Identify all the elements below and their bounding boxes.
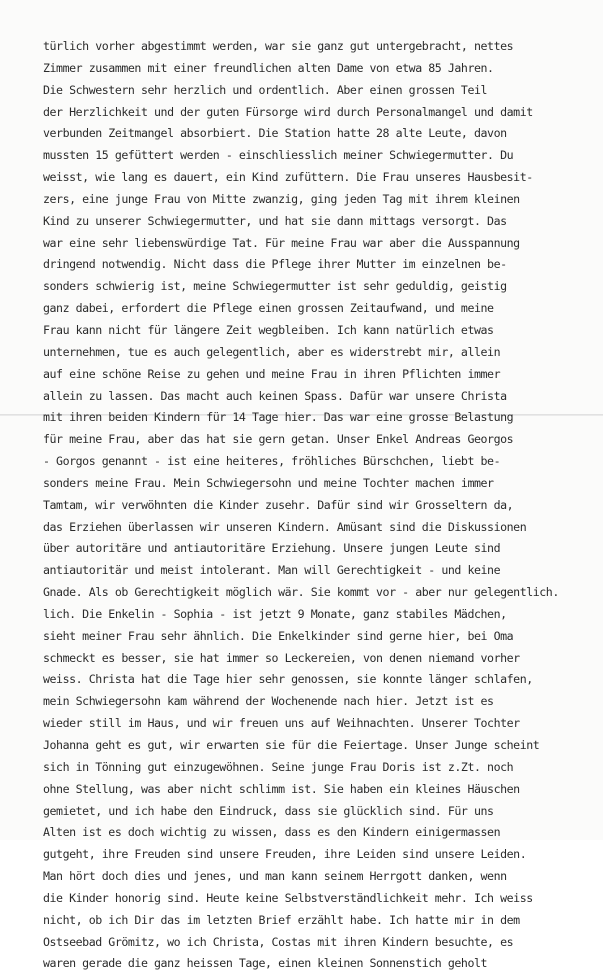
letter-line: zers, eine junge Frau von Mitte zwanzig, ging jeden Tag mit ihrem kleinen (43, 191, 520, 206)
letter-line: unternehmen, tue es auch gelegentlich, aber es widerstrebt mir, allein (43, 344, 501, 359)
letter-line: ohne Stellung, was aber nicht schlimm ist. Sie haben ein kleines Häuschen (43, 781, 520, 796)
letter-line: sich in Tönning gut einzugewöhnen. Seine junge Frau Doris ist z.Zt. noch (43, 759, 514, 774)
letter-line: Ostseebad Grömitz, wo ich Christa, Costas mit ihren Kindern besuchte, es (43, 934, 514, 949)
letter-line: sieht meiner Frau sehr ähnlich. Die Enkelkinder sind gerne hier, bei Oma (43, 628, 514, 643)
letter-line: gemietet, und ich habe den Eindruck, dass sie glücklich sind. Für uns (43, 803, 494, 818)
letter-line: antiautoritär und meist intolerant. Man will Gerechtigkeit - und keine (43, 563, 501, 578)
letter-line: Kind zu unserer Schwiegermutter, und hat sie dann mittags versorgt. Das (43, 213, 507, 228)
letter-line: - Gorgos genannt - ist eine heiteres, fröhliches Bürschchen, liebt be- (43, 454, 501, 469)
letter-line: waren gerade die ganz heissen Tage, einen kleinen Sonnenstich geholt (43, 956, 488, 971)
letter-line: Die Schwestern sehr herzlich und ordentlich. Aber einen grossen Teil (43, 82, 488, 97)
letter-line: türlich vorher abgestimmt werden, war sie ganz gut untergebracht, nettes (43, 39, 514, 53)
letter-line: Man hört doch dies und jenes, und man kann seinem Herrgott danken, wenn (43, 869, 507, 884)
letter-line: ganz dabei, erfordert die Pflege einen grossen Zeitaufwand, und meine (43, 301, 494, 316)
letter-line: mussten 15 gefüttert werden - einschliesslich meiner Schwiegermutter. Du (43, 148, 514, 163)
letter-line: weiss. Christa hat die Tage hier sehr genossen, sie konnte länger schlafen, (43, 672, 533, 687)
letter-line: gutgeht, ihre Freuden sind unsere Freuden, ihre Leiden sind unsere Leiden. (43, 847, 527, 862)
letter-line: war eine sehr liebenswürdige Tat. Für meine Frau war aber die Ausspannung (43, 235, 520, 250)
letter-line: mit ihren beiden Kindern für 14 Tage hier. Das war eine grosse Belastung (43, 410, 514, 425)
letter-line: weisst, wie lang es dauert, ein Kind zufüttern. Die Frau unseres Hausbesit- (43, 170, 533, 185)
letter-line: wieder still im Haus, und wir freuen uns auf Weihnachten. Unserer Tochter (43, 716, 520, 731)
letter-line: die Kinder honorig sind. Heute keine Selbstverständlichkeit mehr. Ich weiss (43, 890, 533, 905)
letter-line: sonders schwierig ist, meine Schwiegermutter ist sehr geduldig, geistig (43, 279, 507, 294)
letter-line: verbunden Zeitmangel absorbiert. Die Station hatte 28 alte Leute, davon (43, 126, 507, 141)
letter-line: über autoritäre und antiautoritäre Erziehung. Unsere jungen Leute sind (43, 541, 501, 556)
letter-line: der Herzlichkeit und der guten Fürsorge wird durch Personalmangel und damit (43, 104, 533, 119)
letter-line: Gnade. Als ob Gerechtigkeit möglich wär. Sie kommt vor - aber nur gelegentlich. (43, 585, 559, 600)
letter-line: Alten ist es doch wichtig zu wissen, dass es den Kindern einigermassen (43, 825, 501, 840)
letter-line: Tamtam, wir verwöhnten die Kinder zusehr. Dafür sind wir Grosseltern da, (43, 497, 514, 512)
letter-line: dringend notwendig. Nicht dass die Pflege ihrer Mutter im einzelnen be- (43, 257, 507, 272)
letter-line: Frau kann nicht für längere Zeit wegbleiben. Ich kann natürlich etwas (43, 322, 494, 337)
letter-body (43, 36, 563, 975)
letter-line: auf eine schöne Reise zu gehen und meine Frau in ihren Pflichten immer (43, 366, 501, 381)
letter-line: schmeckt es besser, sie hat immer so Leckereien, von denen niemand vorher (43, 650, 520, 665)
letter-line: lich. Die Enkelin - Sophia - ist jetzt 9 Monate, ganz stabiles Mädchen, (43, 606, 507, 621)
letter-line: nicht, ob ich Dir das im letzten Brief erzählt habe. Ich hatte mir in dem (43, 912, 520, 927)
letter-line: Zimmer zusammen mit einer freundlichen alten Dame von etwa 85 Jahren. (43, 60, 494, 75)
letter-line: für meine Frau, aber das hat sie gern getan. Unser Enkel Andreas Georgos (43, 432, 514, 447)
letter-line: das Erziehen überlassen wir unseren Kindern. Amüsant sind die Diskussionen (43, 519, 527, 534)
letter-line: mein Schwiegersohn kam während der Wochenende nach hier. Jetzt ist es (43, 694, 494, 709)
letter-line: Johanna geht es gut, wir erwarten sie für die Feiertage. Unser Junge scheint (43, 738, 540, 752)
letter-line: sonders meine Frau. Mein Schwiegersohn und meine Tochter machen immer (43, 475, 494, 490)
letter-line: allein zu lassen. Das macht auch keinen Spass. Dafür war unsere Christa (43, 388, 507, 403)
